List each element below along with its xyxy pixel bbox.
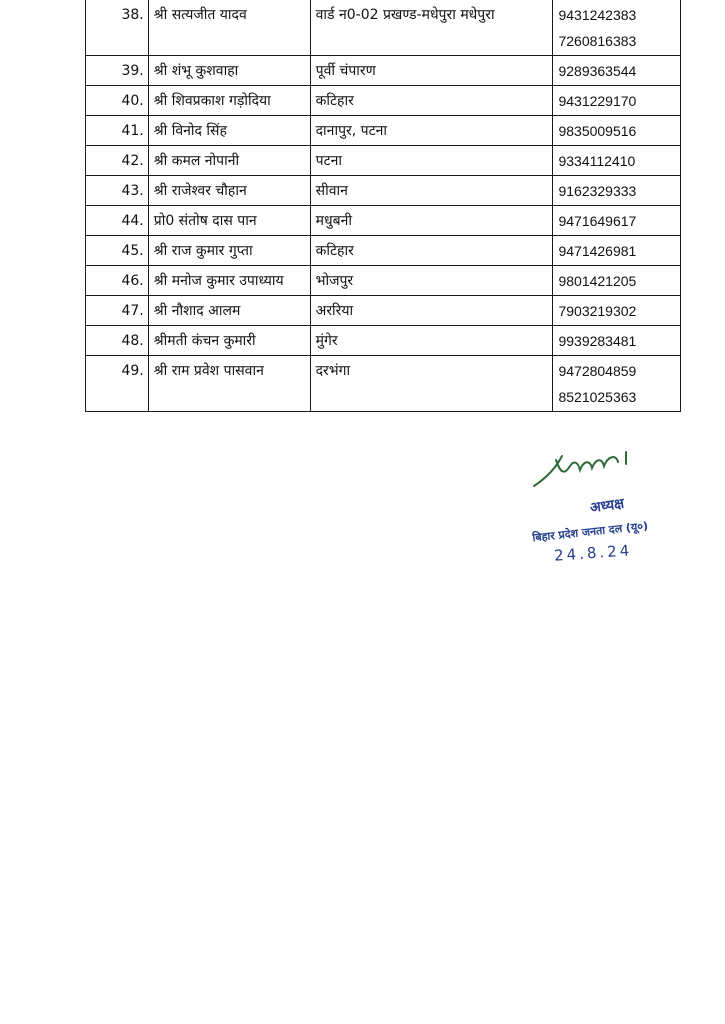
table-row <box>86 296 681 326</box>
table-row <box>86 326 681 356</box>
signatory-title: अध्यक्ष <box>589 495 626 517</box>
phone-number: 7903219302 <box>558 303 637 319</box>
member-location: कटिहार <box>310 236 553 266</box>
phone-number: 7260816383 <box>558 33 637 49</box>
member-location: मधुबनी <box>310 206 553 236</box>
member-name: श्री शंभू कुशवाहा <box>148 56 310 86</box>
member-phone-cell <box>553 56 681 86</box>
member-phone-cell <box>553 266 681 296</box>
member-phone-cell <box>553 176 681 206</box>
phone-number: 9939283481 <box>558 333 637 349</box>
member-phone-cell <box>553 86 681 116</box>
member-location: भोजपुर <box>310 266 553 296</box>
member-name: श्री राम प्रवेश पासवान <box>148 356 310 412</box>
member-location: मुंगेर <box>310 326 553 356</box>
serial-number: 46. <box>86 266 149 296</box>
table-row <box>86 206 681 236</box>
table-row <box>86 56 681 86</box>
signatory-organization: बिहार प्रदेश जनता दल (यू०) <box>531 519 649 545</box>
member-name: श्रीमती कंचन कुमारी <box>148 326 310 356</box>
member-phone-cell <box>553 146 681 176</box>
member-name: श्री राज कुमार गुप्ता <box>148 236 310 266</box>
serial-number: 42. <box>86 146 149 176</box>
table-row <box>86 116 681 146</box>
member-location: दरभंगा <box>310 356 553 412</box>
phone-number: 8521025363 <box>558 389 637 405</box>
phone-number: 9162329333 <box>558 183 637 199</box>
member-phone-cell <box>553 326 681 356</box>
table-row <box>86 86 681 116</box>
member-location: पटना <box>310 146 553 176</box>
handwritten-signature <box>526 442 646 492</box>
serial-number: 47. <box>86 296 149 326</box>
member-name: श्री सत्यजीत यादव <box>148 0 310 56</box>
phone-number: 9472804859 <box>558 363 637 379</box>
phone-number: 9801421205 <box>558 273 637 289</box>
member-name: श्री राजेश्वर चौहान <box>148 176 310 206</box>
member-phone-cell <box>553 116 681 146</box>
serial-number: 44. <box>86 206 149 236</box>
signature-date: 24.8.24 <box>553 541 633 565</box>
member-location: वार्ड न0-02 प्रखण्ड-मधेपुरा मधेपुरा <box>310 0 553 56</box>
member-name: श्री नौशाद आलम <box>148 296 310 326</box>
member-list-table <box>85 0 681 412</box>
table-row <box>86 356 681 412</box>
table-row <box>86 176 681 206</box>
serial-number: 43. <box>86 176 149 206</box>
member-location: दानापुर, पटना <box>310 116 553 146</box>
member-phone-cell <box>553 206 681 236</box>
member-phone-cell <box>553 296 681 326</box>
member-location: पूर्वी चंपारण <box>310 56 553 86</box>
member-location: अररिया <box>310 296 553 326</box>
signature-block <box>520 440 720 580</box>
phone-number: 9471426981 <box>558 243 637 259</box>
phone-number: 9289363544 <box>558 63 637 79</box>
phone-number: 9471649617 <box>558 213 637 229</box>
serial-number: 40. <box>86 86 149 116</box>
phone-number: 9334112410 <box>558 153 636 169</box>
serial-number: 39. <box>86 56 149 86</box>
serial-number: 49. <box>86 356 149 412</box>
table-row <box>86 236 681 266</box>
member-name: प्रो0 संतोष दास पान <box>148 206 310 236</box>
serial-number: 41. <box>86 116 149 146</box>
member-phone-cell <box>553 356 681 412</box>
phone-number: 9431229170 <box>558 93 637 109</box>
member-list-body <box>86 0 681 412</box>
member-name: श्री शिवप्रकाश गड़ोदिया <box>148 86 310 116</box>
member-phone-cell <box>553 0 681 56</box>
table-row <box>86 146 681 176</box>
serial-number: 38. <box>86 0 149 56</box>
member-name: श्री कमल नोपानी <box>148 146 310 176</box>
table-row <box>86 266 681 296</box>
phone-number: 9431242383 <box>558 7 637 23</box>
member-location: कटिहार <box>310 86 553 116</box>
serial-number: 45. <box>86 236 149 266</box>
member-phone-cell <box>553 236 681 266</box>
member-location: सीवान <box>310 176 553 206</box>
phone-number: 9835009516 <box>558 123 637 139</box>
table-row <box>86 0 681 56</box>
member-name: श्री मनोज कुमार उपाध्याय <box>148 266 310 296</box>
serial-number: 48. <box>86 326 149 356</box>
member-name: श्री विनोद सिंह <box>148 116 310 146</box>
